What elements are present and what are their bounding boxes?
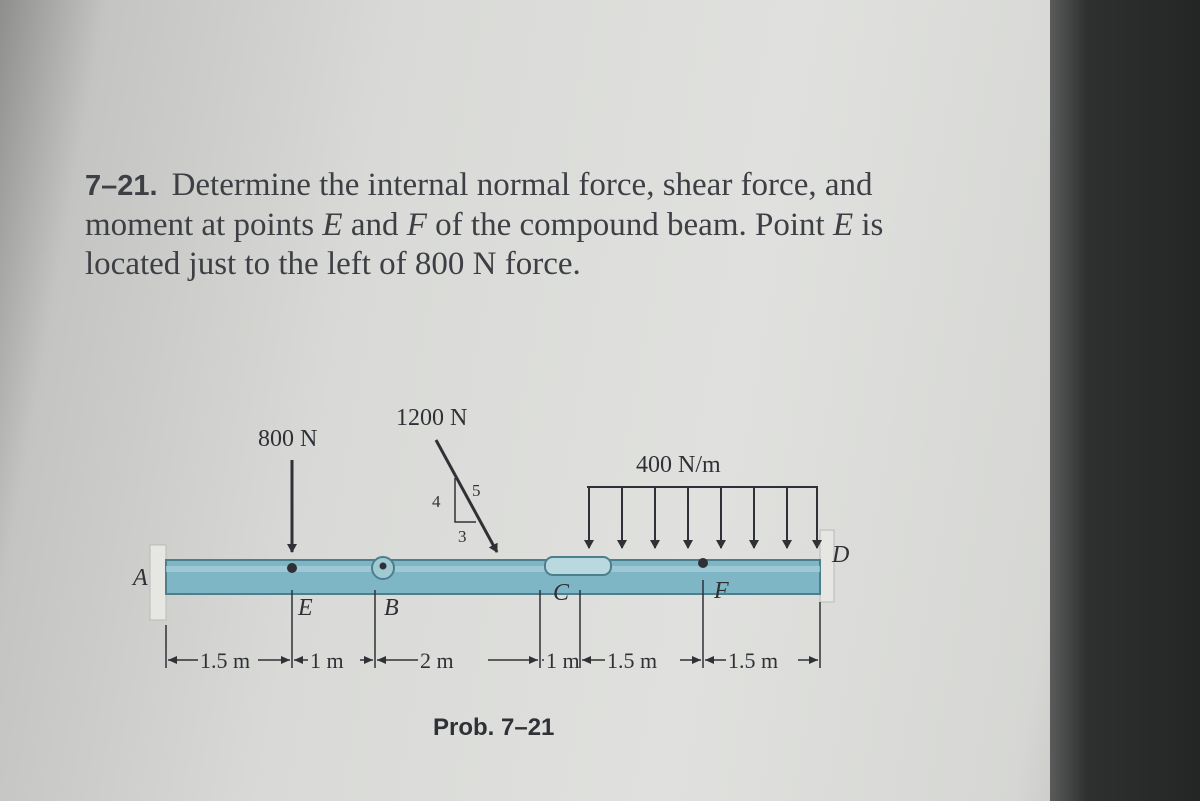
pin-b-center — [380, 563, 387, 570]
problem-number: 7–21. — [85, 170, 158, 202]
dim-label: 1 m — [310, 648, 344, 673]
beam-highlight — [166, 566, 820, 572]
point-e-ref: E — [322, 207, 343, 243]
label-b: B — [384, 595, 399, 621]
label-c: C — [553, 580, 570, 606]
dim-label: 1.5 m — [200, 648, 251, 673]
problem-text-1: Determine the internal normal force, shear force, and moment at points — [85, 167, 873, 243]
point-e-ref-2: E — [832, 207, 854, 243]
wall-support-a — [150, 545, 166, 620]
and-word: and — [342, 207, 407, 243]
force-1200-label: 1200 N — [396, 405, 468, 431]
slope-5-label: 5 — [472, 481, 481, 500]
figure-caption: Prob. 7–21 — [433, 714, 555, 741]
dim-label: 1.5 m — [607, 648, 658, 673]
point-f-ref: F — [406, 207, 427, 243]
force-1200-arrow — [436, 440, 497, 552]
dim-label: 1 m — [546, 648, 580, 673]
point-f-dot — [698, 558, 708, 568]
slope-3-label: 3 — [458, 527, 467, 546]
label-f: F — [714, 578, 729, 604]
distributed-load-arrows — [589, 487, 817, 548]
problem-text-2: of the compound beam. Point — [426, 207, 833, 243]
slope-4-label: 4 — [432, 492, 441, 511]
label-e: E — [298, 595, 313, 621]
dim-label: 2 m — [420, 648, 454, 673]
collar-c-icon — [545, 557, 611, 575]
problem-text-3: is located just to the left of 800 N force. — [85, 207, 884, 282]
label-d: D — [832, 542, 850, 568]
dim-label: 1.5 m — [728, 648, 779, 673]
distributed-load-label: 400 N/m — [636, 452, 721, 478]
point-e-dot — [287, 563, 297, 573]
force-800-label: 800 N — [258, 426, 318, 452]
label-a: A — [133, 565, 148, 591]
